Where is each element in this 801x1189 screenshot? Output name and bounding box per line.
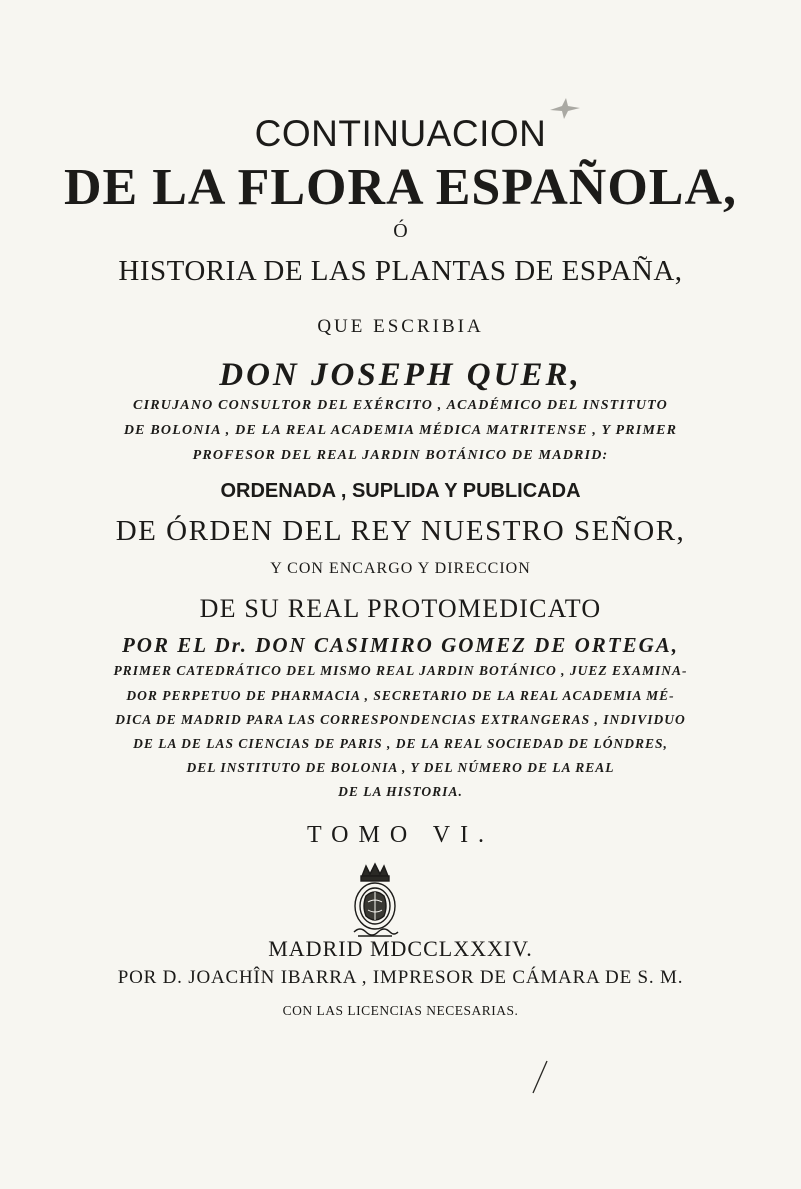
editor-title-line: DEL INSTITUTO DE BOLONIA , Y DEL NÚMERO DE LA REAL: [186, 760, 615, 775]
editor-title-line: DE LA DE LAS CIENCIAS DE PARIS , DE LA REAL SOCIEDAD DE LÓNDRES,: [133, 736, 668, 751]
heading-historia: HISTORIA DE LAS PLANTAS DE ESPAÑA,: [118, 255, 683, 287]
editor-title-line: PRIMER CATEDRÁTICO DEL MISMO REAL JARDIN BOTÁNICO , JUEZ EXAMINA-: [113, 663, 688, 678]
imprint-printer: POR D. JOACHÎN IBARRA , IMPRESOR DE CÁMARA DE S. M.: [117, 967, 684, 988]
editor-title-line: DE LA HISTORIA.: [338, 784, 463, 799]
heading-flora-espanola: DE LA FLORA ESPAÑOLA,: [63, 159, 738, 216]
conjunction-o: Ó: [393, 220, 408, 242]
volume-number: TOMO VI.: [306, 822, 495, 848]
editor-name: POR EL Dr. DON CASIMIRO GOMEZ DE ORTEGA,: [121, 633, 680, 657]
line-encargo: Y CON ENCARGO Y DIRECCION: [270, 560, 531, 577]
pencil-mark-icon: [528, 1058, 552, 1096]
author-title-line: PROFESOR DEL REAL JARDIN BOTÁNICO DE MADRID:: [192, 448, 609, 463]
heading-continuacion: CONTINUACION: [254, 113, 547, 154]
imprint-place-date: MADRID MDCCLXXXIV.: [268, 936, 533, 961]
editor-title-line: DOR PERPETUO DE PHARMACIA , SECRETARIO DE LA REAL ACADEMIA MÉ-: [126, 688, 675, 703]
line-protomedicato: DE SU REAL PROTOMEDICATO: [199, 594, 602, 623]
ink-blot-icon: [544, 92, 584, 122]
line-de-orden-del-rey: DE ÓRDEN DEL REY NUESTRO SEÑOR,: [115, 515, 686, 547]
royal-arms-seal-icon: [348, 862, 402, 942]
author-title-line: DE BOLONIA , DE LA REAL ACADEMIA MÉDICA MATRITENSE , Y PRIMER: [123, 423, 678, 438]
line-ordenada: ORDENADA , SUPLIDA Y PUBLICADA: [220, 480, 581, 502]
author-name: DON JOSEPH QUER,: [219, 357, 582, 393]
author-title-line: CIRUJANO CONSULTOR DEL EXÉRCITO , ACADÉMICO DEL INSTITUTO: [133, 398, 668, 413]
imprint-licences: CON LAS LICENCIAS NECESARIAS.: [282, 1003, 519, 1018]
editor-title-line: DICA DE MADRID PARA LAS CORRESPONDENCIAS EXTRANGERAS , INDIVIDUO: [115, 712, 686, 727]
line-que-escribia: QUE ESCRIBIA: [317, 316, 484, 337]
